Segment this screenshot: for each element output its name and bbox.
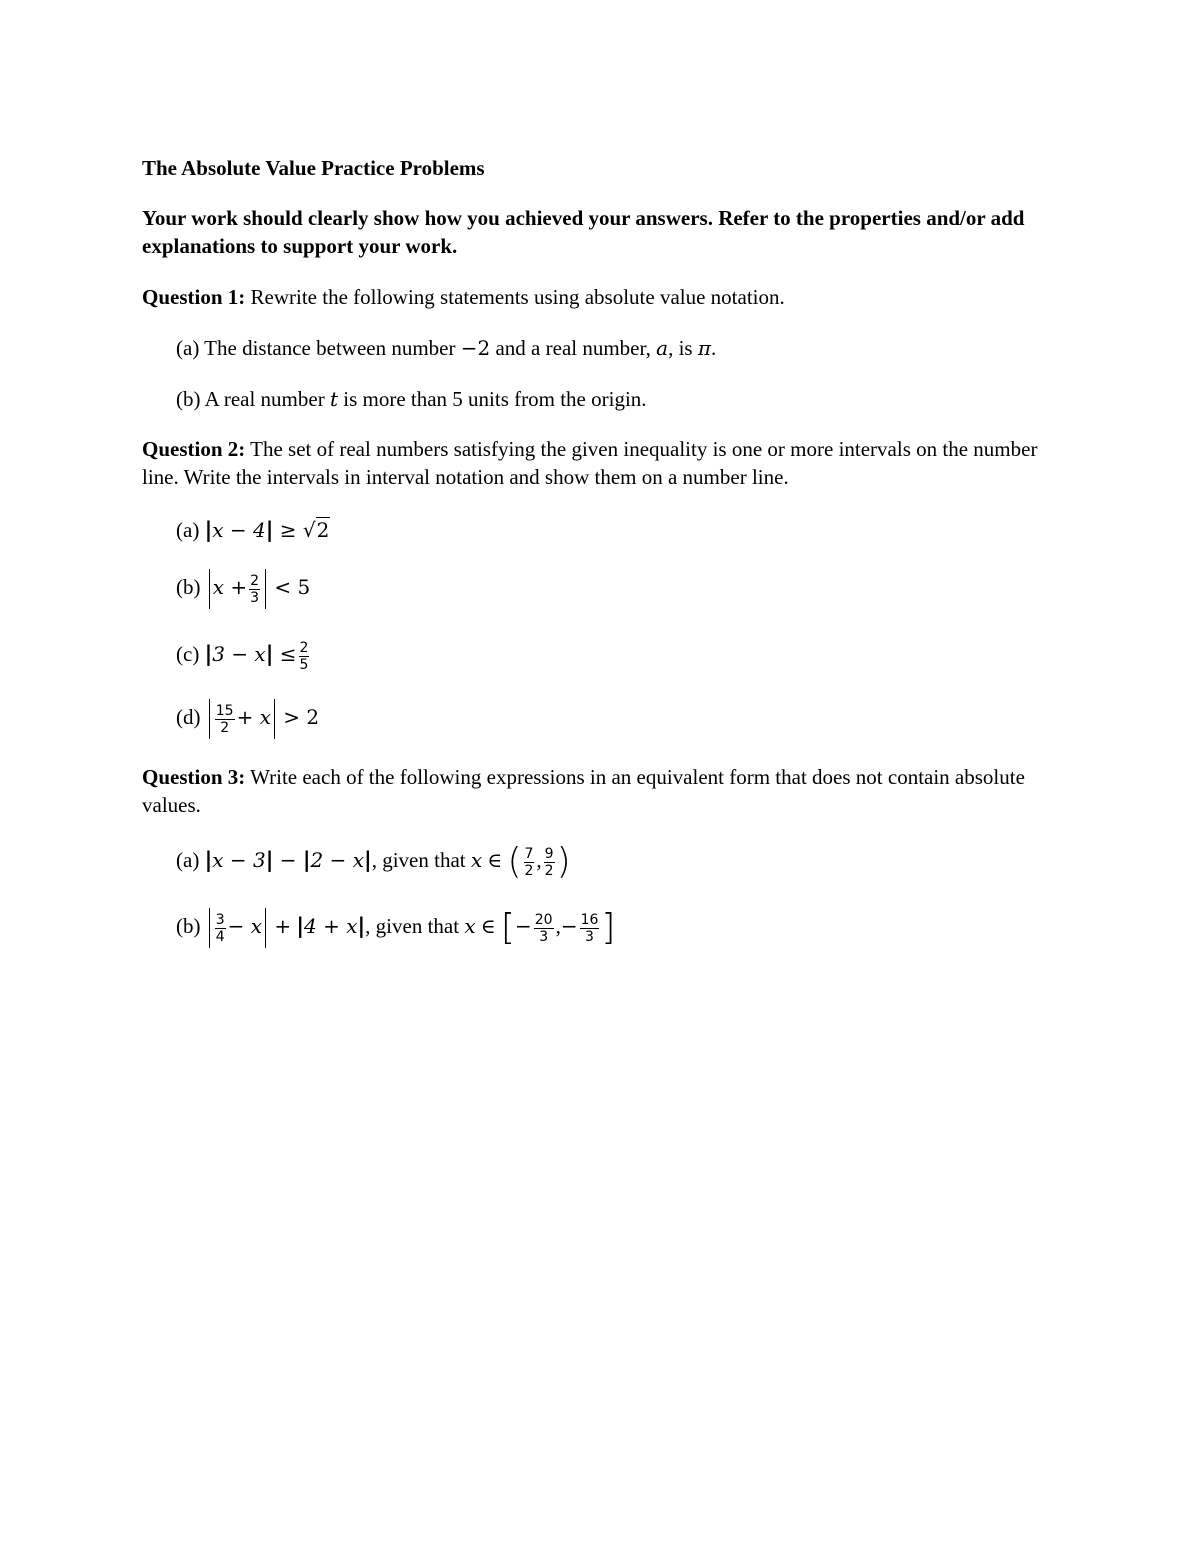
q3b-op: +	[274, 914, 292, 938]
q3b-post: − x	[227, 914, 263, 938]
question-1b	[176, 385, 647, 413]
q2a-rel: ≥	[279, 518, 297, 542]
sqrt-symbol: √2	[302, 518, 330, 542]
q1a-mid: and a real number,	[495, 336, 651, 360]
q2c-label: (c)	[176, 642, 200, 666]
abs-bar-left	[209, 569, 210, 609]
question-3-label: Question 3:	[142, 765, 246, 789]
question-2-label: Question 2:	[142, 437, 246, 461]
q3a-label: (a)	[176, 848, 200, 872]
q3a-var: x	[470, 848, 483, 872]
abs-bar-left	[209, 908, 210, 948]
q3b-neg-1: −	[514, 914, 532, 938]
q2d-post: + x	[236, 705, 271, 729]
question-1-label: Question 1:	[142, 285, 246, 309]
q2d-rel: > 2	[283, 705, 320, 729]
q1b-var: t	[329, 387, 338, 411]
question-1-text: Rewrite the following statements using absolute value notation.	[250, 285, 785, 309]
document-title: The Absolute Value Practice Problems	[142, 156, 485, 180]
question-2b	[176, 565, 310, 609]
q2d-label: (d)	[176, 705, 201, 729]
question-1a	[176, 334, 716, 362]
q3b-given: , given that	[365, 914, 460, 938]
q2b-pre: x +	[212, 575, 248, 599]
abs-bar-left	[209, 699, 210, 739]
q3a-op: −	[279, 848, 297, 872]
q3b-fraction-1: $\frac{20}{3}$	[534, 911, 553, 945]
close-paren: )	[556, 841, 571, 883]
open-bracket: [	[500, 907, 515, 949]
question-2-text: The set of real numbers satisfying the given inequality is one or more intervals on the number line. Write the intervals in interval notation and show them on a number line.	[142, 437, 1038, 489]
q3a-expr2: 2 − x	[310, 848, 365, 872]
q3a-fraction-2: $\frac{9}{2}$	[544, 845, 554, 879]
q3b-label: (b)	[176, 914, 201, 938]
abs-bar-right	[274, 699, 275, 739]
q2b-fraction: $\frac{2}{3}$	[250, 572, 260, 606]
q1a-number: −2	[460, 336, 491, 360]
close-bracket: ]	[601, 907, 616, 949]
question-3-text: Write each of the following expressions in an equivalent form that does not contain absolute values.	[142, 765, 1025, 817]
q3a-in: ∈	[487, 848, 503, 872]
q1a-var: a	[656, 336, 669, 360]
abs-bar-right	[265, 908, 266, 948]
q2a-label: (a)	[176, 518, 200, 542]
question-2d	[176, 695, 319, 739]
q2d-fraction: $\frac{15}{2}$	[215, 702, 234, 736]
open-paren: (	[507, 841, 522, 883]
q3b-in: ∈	[480, 914, 496, 938]
question-2c: (c) |3 − x| ≤ $\frac{2}{5}$	[176, 639, 309, 673]
q2b-rel: < 5	[274, 575, 311, 599]
q1b-end: is more than 5 units from the origin.	[343, 387, 647, 411]
q2a-expr: x − 4	[212, 518, 266, 542]
question-3b: (b) $\frac{3}{4}$ − x + |4 + x|, given that x ∈ [− $\frac{20}{3}$ ,− $\frac{16}{3}$ ]	[176, 907, 616, 949]
q3b-fraction-2: $\frac{16}{3}$	[580, 911, 599, 945]
abs-bar-right	[265, 569, 266, 609]
q3b-expr2: 4 + x	[304, 914, 358, 938]
q1a-end: .	[711, 336, 717, 360]
q2a-radicand: 2	[316, 518, 330, 542]
q2c-fraction: $\frac{2}{5}$	[299, 639, 309, 673]
q3a-fraction-1: $\frac{7}{2}$	[524, 845, 534, 879]
instructions: Your work should clearly show how you achieved your answers. Refer to the properties and/or add explanations to support your work.	[142, 206, 1025, 258]
question-2a: (a) |x − 4| ≥ √2	[176, 518, 330, 542]
q1a-prefix: (a) The distance between number	[176, 336, 456, 360]
q2c-rel: ≤	[279, 642, 297, 666]
q3b-neg-2: −	[560, 914, 578, 938]
question-1	[142, 283, 1072, 311]
question-2	[142, 435, 1047, 491]
q3b-var: x	[464, 914, 476, 938]
q1b-prefix: (b) A real number	[176, 387, 325, 411]
q2b-label: (b)	[176, 575, 201, 599]
q2c-expr: 3 − x	[212, 642, 266, 666]
q3a-given: , given that	[371, 848, 466, 872]
question-3a: (a) |x − 3| − |2 − x|, given that x ∈ ( $\frac{7}{2}$ , $\frac{9}{2}$ )	[176, 841, 571, 883]
q3b-fraction: $\frac{3}{4}$	[215, 911, 225, 945]
q1a-pi: π	[697, 336, 712, 360]
q1a-mid2: , is	[668, 336, 693, 360]
question-3	[142, 763, 1062, 819]
q3a-expr1: x − 3	[212, 848, 266, 872]
